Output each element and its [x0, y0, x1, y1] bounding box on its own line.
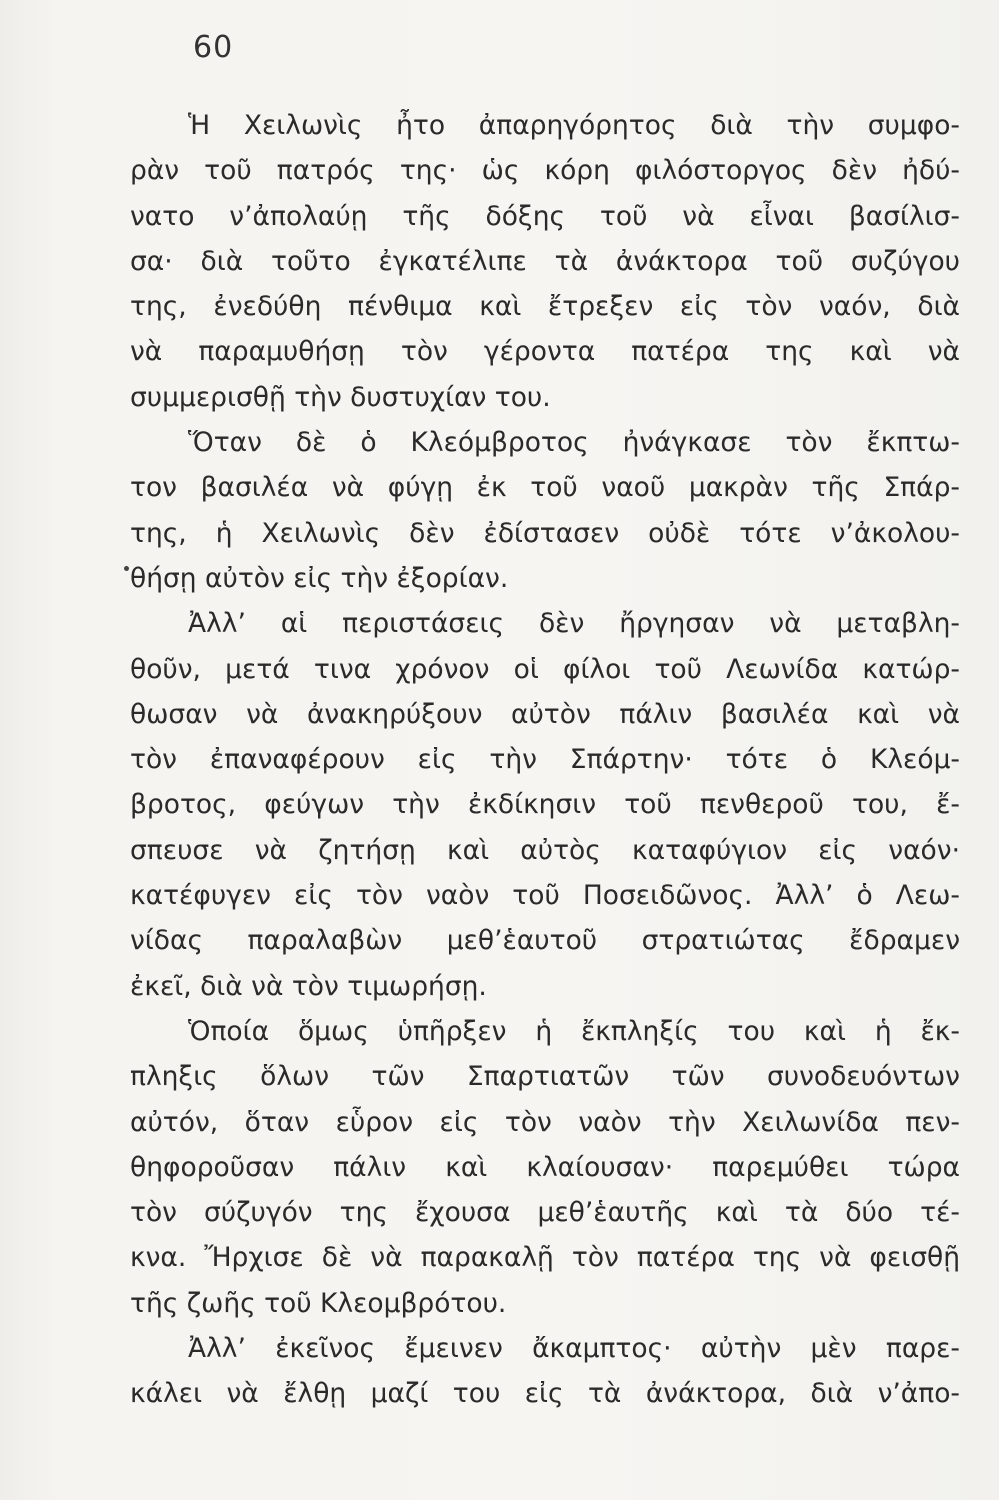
text-line: της, ἐνεδύθη πένθιμα καὶ ἔτρεξεν εἰς τὸν ναόν, διὰ [130, 291, 960, 323]
text-line: Ὁποία ὅμως ὑπῆρξεν ἡ ἔκπληξίς του καὶ ἡ ἔκ- [188, 1015, 960, 1047]
text-line: νατο ν’ἀπολαύῃ τῆς δόξης τοῦ νὰ εἶναι βασίλισ- [130, 200, 960, 232]
text-line: ρὰν τοῦ πατρός της· ὡς κόρη φιλόστοργος δὲν ἠδύ- [130, 155, 960, 187]
text-line: θήσῃ αὐτὸν εἰς τὴν ἐξορίαν. [130, 562, 509, 594]
text-line: τὸν σύζυγόν της ἔχουσα μεθ’ἑαυτῆς καὶ τὰ δύο τέ- [130, 1197, 960, 1229]
text-line: νὰ παραμυθήσῃ τὸν γέροντα πατέρα της καὶ νὰ [130, 336, 960, 368]
text-line: Ἀλλ’ ἐκεῖνος ἔμεινεν ἄκαμπτος· αὐτὴν μὲν παρε- [188, 1333, 960, 1365]
text-line: Ὅταν δὲ ὁ Κλεόμβροτος ἠνάγκασε τὸν ἔκπτω- [188, 427, 960, 459]
text-line: κατέφυγεν εἰς τὸν ναὸν τοῦ Ποσειδῶνος. Ἀλλ’ ὁ Λεω- [130, 880, 960, 912]
text-line: θοῦν, μετά τινα χρόνον οἱ φίλοι τοῦ Λεωνίδα κατώρ- [130, 653, 960, 685]
text-line: θωσαν νὰ ἀνακηρύξουν αὐτὸν πάλιν βασιλέα καὶ νὰ [130, 698, 960, 730]
text-line: Ἡ Χειλωνὶς ἦτο ἀπαρηγόρητος διὰ τὴν συμφο- [188, 110, 960, 141]
body-text [130, 103, 960, 1417]
text-line: κνα. Ἤρχισε δὲ νὰ παρακαλῇ τὸν πατέρα της νὰ φεισθῇ [130, 1242, 960, 1274]
text-line: τῆς ζωῆς τοῦ Κλεομβρότου. [130, 1287, 507, 1319]
text-line: τον βασιλέα νὰ φύγῃ ἐκ τοῦ ναοῦ μακρὰν τῆς Σπάρ- [130, 472, 960, 504]
margin-dot [124, 566, 129, 571]
text-line: σπευσε νὰ ζητήσῃ καὶ αὐτὸς καταφύγιον εἰς ναόν· [130, 834, 960, 866]
page-number: 60 [193, 30, 234, 65]
text-line: αὐτόν, ὅταν εὗρον εἰς τὸν ναὸν τὴν Χειλωνίδα πεν- [130, 1106, 960, 1138]
text-line: ἐκεῖ, διὰ νὰ τὸν τιμωρήσῃ. [130, 970, 487, 1002]
text-line: της, ἡ Χειλωνὶς δὲν ἐδίστασεν οὐδὲ τότε ν’ἀκολου- [130, 517, 960, 549]
text-line: κάλει νὰ ἔλθῃ μαζί του εἰς τὰ ἀνάκτορα, διὰ ν’ἀπο- [130, 1378, 960, 1410]
text-line: βροτος, φεύγων τὴν ἐκδίκησιν τοῦ πενθεροῦ του, ἔ- [130, 789, 960, 821]
text-line: συμμερισθῇ τὴν δυστυχίαν του. [130, 381, 551, 413]
text-line: πληξις ὅλων τῶν Σπαρτιατῶν τῶν συνοδευόντων [130, 1061, 960, 1093]
text-line: θηφοροῦσαν πάλιν καὶ κλαίουσαν· παρεμύθει τώρα [130, 1151, 960, 1183]
text-line: νίδας παραλαβὼν μεθ’ἑαυτοῦ στρατιώτας ἔδραμεν [130, 925, 960, 957]
text-line: τὸν ἐπαναφέρουν εἰς τὴν Σπάρτην· τότε ὁ Κλεόμ- [130, 744, 960, 776]
text-line: σα· διὰ τοῦτο ἐγκατέλιπε τὰ ἀνάκτορα τοῦ συζύγου [130, 245, 960, 277]
text-line: Ἀλλ’ αἱ περιστάσεις δὲν ἤργησαν νὰ μεταβλη- [188, 608, 960, 640]
